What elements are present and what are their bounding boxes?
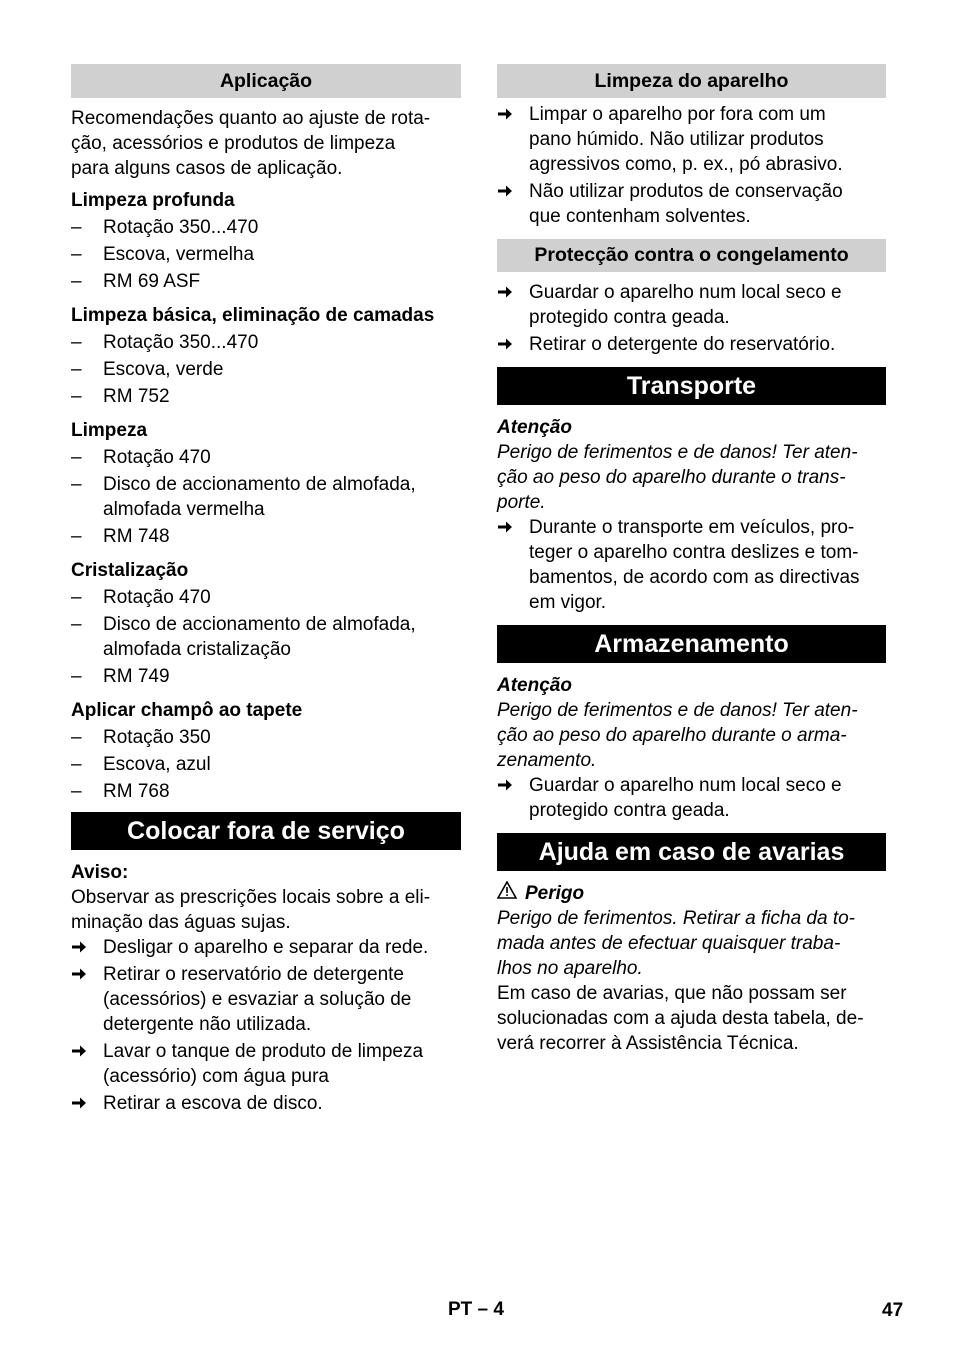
group-list: [71, 330, 461, 409]
aplicacao-group: [71, 558, 461, 689]
arrow-right-icon: [71, 935, 87, 962]
section-heading-aplicacao: Aplicação: [71, 64, 461, 98]
group-heading: Cristalização: [71, 560, 189, 581]
step-item: Guardar o aparelho num local seco e protegido contra geada.: [497, 773, 886, 823]
list-item: – RM 768: [71, 779, 461, 804]
arrow-right-icon: [497, 773, 513, 800]
group-list: [71, 445, 461, 549]
section-heading-limpeza-aparelho: Limpeza do aparelho: [497, 64, 886, 98]
list-item: – Rotação 350...470: [71, 330, 461, 355]
arrow-right-icon: [497, 515, 513, 542]
step-item: Retirar a escova de disco.: [71, 1091, 461, 1116]
colocar-steps-list: [71, 935, 461, 1116]
section-heading-proteccao: Protecção contra o congelamento: [497, 239, 886, 272]
aplicacao-group: [71, 418, 461, 549]
list-item: – Escova, verde: [71, 357, 461, 382]
notice-label: Aviso:: [71, 862, 129, 883]
footer-page-number: 47: [882, 1300, 904, 1321]
armazenamento-steps-list: [497, 773, 886, 823]
danger-text: Perigo de ferimentos. Retirar a ficha da to- mada antes de efectuar quaisquer traba- lhos no aparelho.: [497, 908, 856, 979]
transporte-attention-text: Perigo de ferimentos e de danos! Ter aten- ção ao peso do aparelho durante o trans- porte.: [497, 442, 858, 513]
group-heading: Limpeza profunda: [71, 190, 235, 211]
aplicacao-group: [71, 698, 461, 804]
group-list: [71, 585, 461, 689]
transporte-steps-list: [497, 515, 886, 615]
arrow-right-icon: [497, 280, 513, 307]
transporte-attention-label: Atenção: [497, 417, 572, 438]
group-heading: Aplicar champô ao tapete: [71, 700, 303, 721]
proteccao-steps-list: [497, 280, 886, 357]
footer-page-label: PT – 4: [448, 1299, 504, 1320]
aplicacao-group: [71, 188, 461, 294]
notice-text: Observar as prescrições locais sobre a eli- minação das águas sujas.: [71, 887, 431, 933]
group-list: [71, 215, 461, 294]
right-column: [497, 64, 886, 1056]
danger-label-row: [497, 881, 886, 906]
group-heading: Limpeza básica, eliminação de camadas: [71, 305, 435, 326]
danger-label: Perigo: [525, 883, 585, 904]
aplicacao-group: [71, 303, 461, 409]
section-heading-armazenamento: Armazenamento: [497, 625, 886, 663]
list-item: – RM 748: [71, 524, 461, 549]
arrow-right-icon: [497, 179, 513, 206]
group-heading: Limpeza: [71, 420, 148, 441]
list-item: – Disco de accionamento de almofada, almofada cristalização: [71, 612, 461, 662]
arrow-right-icon: [497, 102, 513, 129]
list-item: – Rotação 350: [71, 725, 461, 750]
aplicacao-intro: Recomendações quanto ao ajuste de rota- ção, acessórios e produtos de limpeza para alguns casos de aplicação.: [71, 108, 431, 179]
aplicacao-groups: [71, 188, 461, 804]
step-item: Retirar o detergente do reservatório.: [497, 332, 886, 357]
section-heading-ajuda: Ajuda em caso de avarias: [497, 833, 886, 871]
section-heading-colocar-fora: Colocar fora de serviço: [71, 812, 461, 850]
list-item: – RM 69 ASF: [71, 269, 461, 294]
step-item: Limpar o aparelho por fora com um pano húmido. Não utilizar produtos agressivos como, p. ex., pó abrasivo.: [497, 102, 886, 177]
step-item: Não utilizar produtos de conservação que contenham solventes.: [497, 179, 886, 229]
list-item: – RM 752: [71, 384, 461, 409]
step-item: Retirar o reservatório de detergente (acessórios) e esvaziar a solução de detergente não utilizada.: [71, 962, 461, 1037]
step-item: Durante o transporte em veículos, pro- teger o aparelho contra deslizes e tom- bamentos, de acordo com as directivas em vigor.: [497, 515, 886, 615]
section-heading-transporte: Transporte: [497, 367, 886, 405]
list-item: – Escova, azul: [71, 752, 461, 777]
arrow-right-icon: [71, 962, 87, 989]
arrow-right-icon: [71, 1091, 87, 1118]
limpeza-steps-list: [497, 102, 886, 229]
armazenamento-attention-label: Atenção: [497, 675, 572, 696]
list-item: – Rotação 350...470: [71, 215, 461, 240]
arrow-right-icon: [497, 332, 513, 359]
list-item: – RM 749: [71, 664, 461, 689]
armazenamento-attention-text: Perigo de ferimentos e de danos! Ter aten- ção ao peso do aparelho durante o arma- zenamento.: [497, 700, 858, 771]
group-list: [71, 725, 461, 804]
arrow-right-icon: [71, 1039, 87, 1066]
left-column: [71, 64, 461, 1118]
list-item: – Rotação 470: [71, 585, 461, 610]
ajuda-body-text: Em caso de avarias, que não possam ser solucionadas com a ajuda desta tabela, de- verá recorrer à Assistência Técnica.: [497, 983, 864, 1054]
step-item: Guardar o aparelho num local seco e protegido contra geada.: [497, 280, 886, 330]
list-item: – Rotação 470: [71, 445, 461, 470]
step-item: Desligar o aparelho e separar da rede.: [71, 935, 461, 960]
warning-triangle-icon: [497, 881, 517, 906]
list-item: – Escova, vermelha: [71, 242, 461, 267]
list-item: – Disco de accionamento de almofada, almofada vermelha: [71, 472, 461, 522]
step-item: Lavar o tanque de produto de limpeza (acessório) com água pura: [71, 1039, 461, 1089]
